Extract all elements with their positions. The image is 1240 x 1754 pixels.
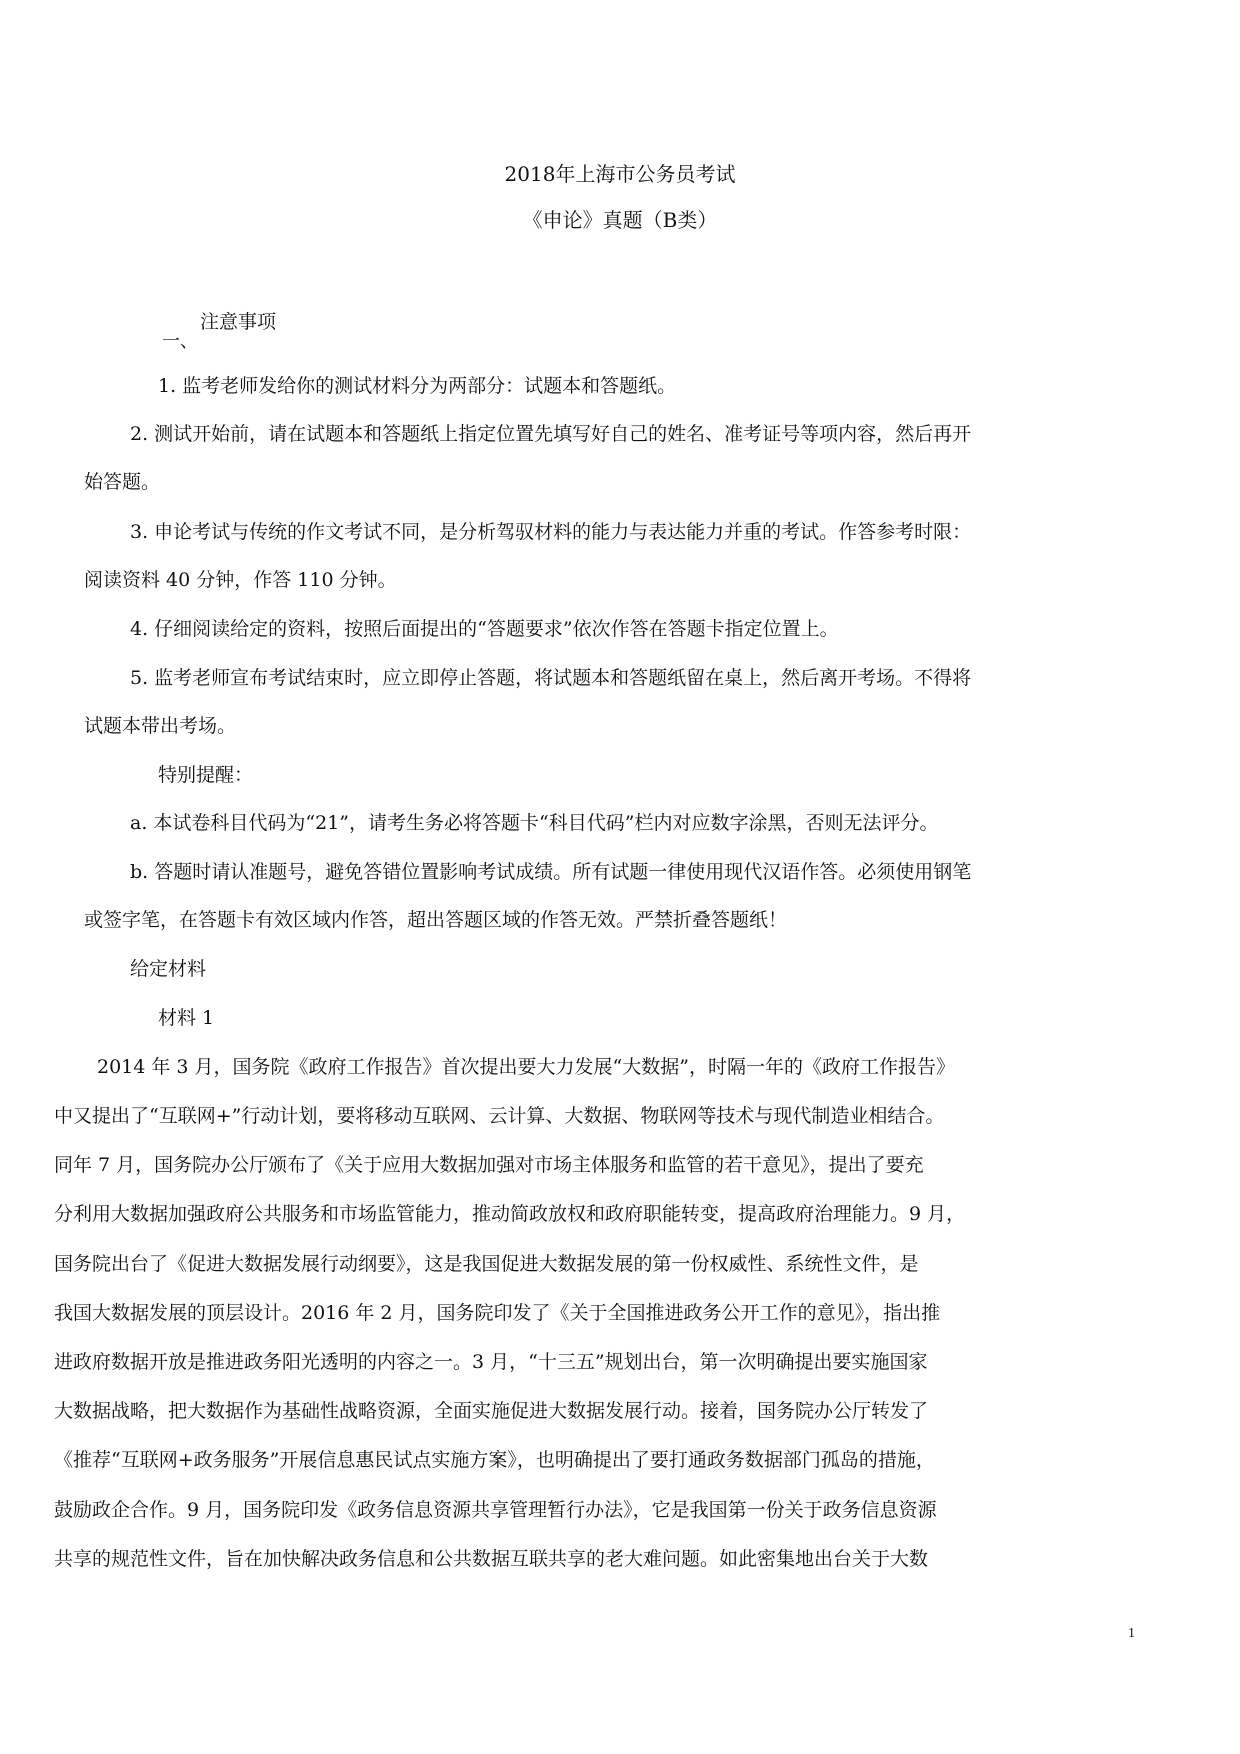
material-1-line-7: 进政府数据开放是推进政务阳光透明的内容之一。3 月，“十三五”规划出台，第一次明确提出要实施国家 xyxy=(54,1351,928,1373)
material-1-line-8: 大数据战略，把大数据作为基础性战略资源，全面实施促进大数据发展行动。接着，国务院办公厅转发了 xyxy=(54,1400,929,1422)
notice-item-5: 5. 监考老师宣布考试结束时，应立即停止答题，将试题本和答题纸留在桌上，然后离开考场。不得将 xyxy=(130,667,972,689)
page-subtitle: 《申论》真题（B类） xyxy=(522,208,718,232)
notice-item-4: 4. 仔细阅读给定的资料，按照后面提出的“答题要求”依次作答在答题卡指定位置上。 xyxy=(130,618,839,640)
reminder-item-b: b. 答题时请认准题号，避免答错位置影响考试成绩。所有试题一律使用现代汉语作答。必须使用钢笔 xyxy=(130,861,972,883)
notice-item-3: 3. 申论考试与传统的作文考试不同，是分析驾驭材料的能力与表达能力并重的考试。作答参考时限： xyxy=(130,521,972,543)
material-1-heading: 材料 1 xyxy=(158,1007,215,1029)
notice-item-2-cont: 始答题。 xyxy=(84,471,161,493)
page-title: 2018年上海市公务员考试 xyxy=(504,162,736,186)
material-1-line-9: 《推荐“互联网+政务服务”开展信息惠民试点实施方案》，也明确提出了要打通政务数据部门孤岛的措施， xyxy=(54,1449,935,1471)
material-1-line-10: 鼓励政企合作。9 月，国务院印发《政务信息资源共享管理暂行办法》，它是我国第一份关于政务信息资源 xyxy=(54,1499,937,1521)
material-1-line-5: 国务院出台了《促进大数据发展行动纲要》，这是我国促进大数据发展的第一份权威性、系统性文件，是 xyxy=(54,1253,919,1275)
material-1-line-3: 同年 7 月，国务院办公厅颁布了《关于应用大数据加强对市场主体服务和监管的若干意见》，提出了要充 xyxy=(54,1154,924,1176)
notice-item-1: 1. 监考老师发给你的测试材料分为两部分：试题本和答题纸。 xyxy=(158,375,677,397)
material-1-line-4: 分利用大数据加强政府公共服务和市场监管能力，推动简政放权和政府职能转变，提高政府治理能力。9 月， xyxy=(54,1203,966,1225)
page-number: 1 xyxy=(1128,1626,1135,1641)
notice-item-3-cont: 阅读资料 40 分钟，作答 110 分钟。 xyxy=(84,569,397,591)
notice-item-2: 2. 测试开始前，请在试题本和答题纸上指定位置先填写好自己的姓名、准考证号等项内容，然后再开 xyxy=(130,423,972,445)
reminder-item-a: a. 本试卷科目代码为“21”，请考生务必将答题卡“科目代码”栏内对应数字涂黑，否则无法评分。 xyxy=(130,812,939,834)
material-1-line-2: 中又提出了“互联网+”行动计划，要将移动互联网、云计算、大数据、物联网等技术与现代制造业相结合。 xyxy=(54,1105,945,1127)
materials-heading: 给定材料 xyxy=(130,958,207,980)
material-1-line-1: 2014 年 3 月，国务院《政府工作报告》首次提出要大力发展“大数据”，时隔一年的《政府工作报告》 xyxy=(97,1056,955,1078)
reminder-heading: 特别提醒： xyxy=(158,764,254,786)
notice-item-5-cont: 试题本带出考场。 xyxy=(84,715,237,737)
section-number: 一、 xyxy=(162,331,198,352)
reminder-item-b-cont: 或签字笔，在答题卡有效区域内作答，超出答题区域的作答无效。严禁折叠答题纸！ xyxy=(84,909,788,931)
material-1-line-6: 我国大数据发展的顶层设计。2016 年 2 月，国务院印发了《关于全国推进政务公开工作的意见》，指出推 xyxy=(54,1302,941,1324)
notice-heading: 注意事项 xyxy=(200,311,277,333)
material-1-line-11: 共享的规范性文件，旨在加快解决政务信息和公共数据互联共享的老大难问题。如此密集地出台关于大数 xyxy=(54,1548,929,1570)
